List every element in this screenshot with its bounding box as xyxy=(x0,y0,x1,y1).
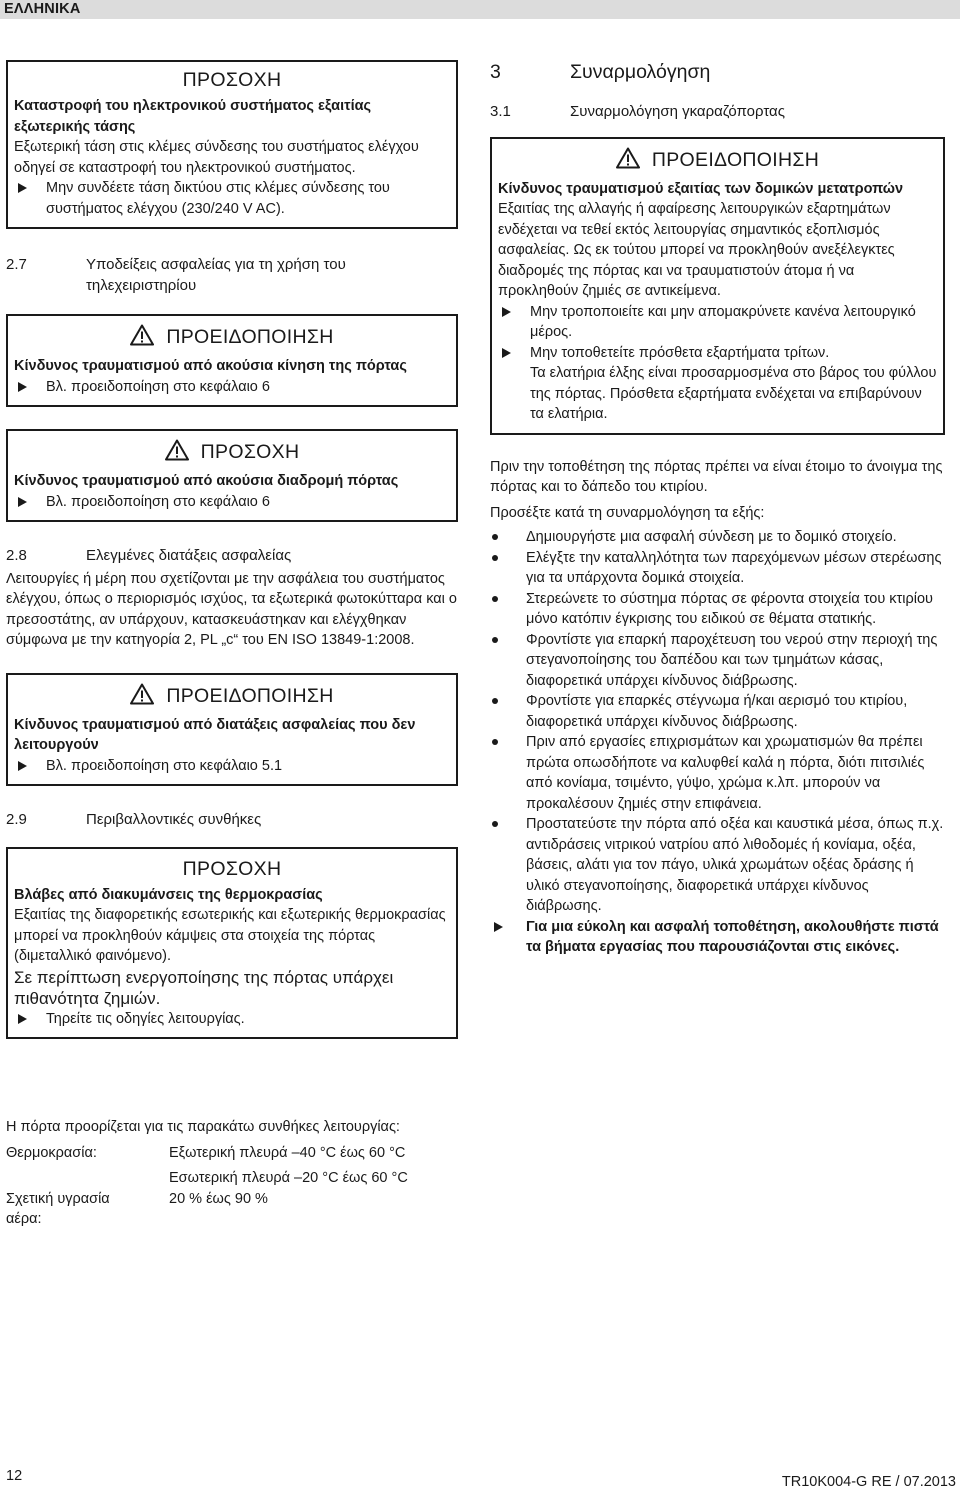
warning-box-safety-devices xyxy=(6,673,458,787)
section-title: Περιβαλλοντικές συνθήκες xyxy=(86,811,262,828)
section-title: Συναρμολόγηση xyxy=(570,61,711,83)
section-number: 3 xyxy=(490,61,501,83)
caution-text: Εξωτερική τάση στις κλέμες σύνδεσης του συστήματος ελέγχου οδηγεί σε καταστροφή του ηλεκτρονικού συστήματος. xyxy=(14,139,419,176)
warning-title-row xyxy=(498,147,937,175)
section-2-9-heading xyxy=(6,810,458,831)
section-3-heading xyxy=(490,60,945,84)
section-number: 2.8 xyxy=(6,547,27,564)
caution-hazard: Κίνδυνος τραυματισμού από ακούσια διαδρομή πόρτας xyxy=(14,473,399,489)
temperature-label: Θερμοκρασία: xyxy=(6,1144,97,1161)
humidity-label: Σχετική υγρασία αέρα: xyxy=(6,1190,110,1227)
list-item: Προστατεύστε την πόρτα από οξέα και καυστικά μέσα, όπως π.χ. αντιδράσεις νιτρικού νατρίου από λιθοδομές ή κονίαμα, οξέα, βάσεις, αλάτι για τον πάγο, υλικά χρωμάτων οξέας δράσης ή υλικό στεγανοποίησης, διαφορετικά υπάρχει κίνδυνος διάβρωσης. xyxy=(490,814,945,917)
warning-triangle-icon xyxy=(130,683,154,711)
warning-title: ΠΡΟΕΙΔΟΠΟΙΗΣΗ xyxy=(651,148,820,171)
warning-hazard: Κίνδυνος τραυματισμού από ακούσια κίνηση της πόρτας xyxy=(14,358,407,374)
warning-step: Βλ. προειδοποίηση στο κεφάλαιο 6 xyxy=(14,377,450,398)
warning-title-row xyxy=(14,324,450,352)
language-header xyxy=(0,0,960,19)
temperature-outer: Εξωτερική πλευρά –40 °C έως 60 °C xyxy=(169,1144,406,1161)
temperature-inner-row xyxy=(6,1168,466,1189)
caution-box-external-voltage xyxy=(6,60,458,229)
list-item: Φροντίστε για επαρκή παροχέτευση του νερού στην περιοχή της στεγανοποίησης του δαπέδου και των τμημάτων κάσας, διαφορετικά υπάρχει κίνδυνος διάβρωσης. xyxy=(490,630,945,692)
caution-text: Εξαιτίας της διαφορετικής εσωτερικής και εξωτερικής θερμοκρασίας μπορεί να προκληθούν κάμψεις στα στοιχεία της πόρτας (διμεταλλικό φαινόμενο). xyxy=(14,907,446,964)
humidity-value: 20 % έως 90 % xyxy=(169,1190,268,1207)
list-item: Στερεώνετε το σύστημα πόρτας σε φέροντα στοιχεία του κτιρίου μόνο κατόπιν έγκρισης του ειδικού σε θέματα στατικής. xyxy=(490,589,945,630)
warning-title: ΠΡΟΕΙΔΟΠΟΙΗΣΗ xyxy=(166,684,334,707)
caution-step: Βλ. προειδοποίηση στο κεφάλαιο 6 xyxy=(14,492,450,513)
temperature-inner: Εσωτερική πλευρά –20 °C έως 60 °C xyxy=(169,1170,408,1186)
operating-conditions xyxy=(6,1117,466,1230)
warning-title-row xyxy=(14,683,450,711)
warning-box-remote-control xyxy=(6,314,458,407)
list-item: Ελέγξτε την καταλληλότητα των παρεχόμενων μέσων στερέωσης για τα υπάρχοντα δομικά στοιχεία. xyxy=(490,548,945,589)
warning-step-2-note: Τα ελατήρια έλξης είναι προσαρμοσμένα στο βάρος του φύλλου της πόρτας. Πρόσθετα εξαρτήματα ενδέχεται να επιβαρύνουν τα ελατήρια. xyxy=(530,365,937,422)
left-column xyxy=(6,60,458,1039)
caution-box-door-travel xyxy=(6,429,458,522)
right-column xyxy=(490,60,945,958)
warning-hazard: Κίνδυνος τραυματισμού εξαιτίας των δομικών μετατροπών xyxy=(498,180,904,197)
final-assembly-step: Για μια εύκολη και ασφαλή τοποθέτηση, ακολουθήστε πιστά τα βήματα εργασίας που παρουσιάζονται στις εικόνες. xyxy=(490,917,945,958)
section-number: 2.7 xyxy=(6,256,27,273)
caution-title-row xyxy=(14,439,450,467)
warning-hazard: Κίνδυνος τραυματισμού από διατάξεις ασφαλείας που δεν λειτουργούν xyxy=(14,716,416,753)
section-title: Ελεγμένες διατάξεις ασφαλείας xyxy=(86,547,292,564)
warning-triangle-icon xyxy=(616,147,640,175)
document-reference: TR10K004-G RE / 07.2013 xyxy=(781,1474,956,1490)
section-number: 3.1 xyxy=(490,103,511,120)
caution-text-emphasis: Σε περίπτωση ενεργοποίησης της πόρτας υπάρχει πιθανότητα ζημιών. xyxy=(14,967,394,1008)
humidity-row xyxy=(6,1189,466,1230)
caution-step: Τηρείτε τις οδηγίες λειτουργίας. xyxy=(14,1009,450,1030)
caution-box-temperature xyxy=(6,847,458,1040)
page-number: 12 xyxy=(6,1468,23,1484)
assembly-bullet-list xyxy=(490,527,945,917)
warning-text: Εξαιτίας της αλλαγής ή αφαίρεσης λειτουργικών εξαρτημάτων ενδέχεται να τεθεί εκτός λειτουργίας σημαντικός εξοπλισμός ασφαλείας. Ως εκ τούτου μπορεί να προκληθούν ανεξέλεγκτες διαδρομές της πόρτας και να τραυματιστούν άτομα ή να προκληθούν ζημιές σε αντικείμενα. xyxy=(498,201,895,299)
caution-title: ΠΡΟΣΟΧΗ xyxy=(200,441,300,463)
section-3-1-heading xyxy=(490,102,945,123)
section-title: Υποδείξεις ασφαλείας για τη χρήση του τηλεχειριστηρίου xyxy=(86,256,346,294)
warning-step-2: Μην τοποθετείτε πρόσθετα εξαρτήματα τρίτων. xyxy=(498,343,937,364)
section-number: 2.9 xyxy=(6,811,27,828)
language-label: ΕΛΛΗΝΙΚΑ xyxy=(4,1,81,17)
warning-step: Βλ. προειδοποίηση στο κεφάλαιο 5.1 xyxy=(14,756,450,777)
assembly-intro-2: Προσέξτε κατά τη συναρμολόγηση τα εξής: xyxy=(490,504,765,521)
operating-intro: Η πόρτα προορίζεται για τις παρακάτω συνθήκες λειτουργίας: xyxy=(6,1119,400,1135)
list-item: Φροντίστε για επαρκές στέγνωμα ή/και αερισμό του κτιρίου, διαφορετικά υπάρχει κίνδυνος διάβρωσης. xyxy=(490,691,945,732)
section-2-7-heading xyxy=(6,255,458,296)
warning-box-structural-changes xyxy=(490,137,945,435)
list-item: Πριν από εργασίες επιχρισμάτων και χρωματισμών θα πρέπει πρώτα οπωσδήποτε να καλυφθεί καλά η πόρτα, διότι πιτσιλιές από κονίαμα, τσιμέντο, γύψο, χρώμα κ.λπ. μπορούν να προκαλέσουν ζημιές στην επιφάνεια. xyxy=(490,732,945,814)
caution-title: ΠΡΟΣΟΧΗ xyxy=(182,857,282,880)
assembly-intro-1: Πριν την τοποθέτηση της πόρτας πρέπει να είναι έτοιμο το άνοιγμα της πόρτας και το δάπεδο του κτιρίου. xyxy=(490,458,943,495)
warning-step-1: Μην τροποποιείτε και μην απομακρύνετε κανένα λειτουργικό μέρος. xyxy=(498,302,937,343)
caution-hazard: Βλάβες από διακυμάνσεις της θερμοκρασίας xyxy=(14,886,323,903)
temperature-row xyxy=(6,1143,466,1164)
warning-triangle-icon xyxy=(130,324,154,352)
list-item: Δημιουργήστε μια ασφαλή σύνδεση με το δομικό στοιχείο. xyxy=(490,527,945,548)
warning-triangle-icon xyxy=(165,439,189,467)
caution-hazard: Καταστροφή του ηλεκτρονικού συστήματος εξαιτίας εξωτερικής τάσης xyxy=(14,98,372,135)
section-title: Συναρμολόγηση γκαραζόπορτας xyxy=(570,103,785,120)
section-2-8-text: Λειτουργίες ή μέρη που σχετίζονται με την ασφάλεια του συστήματος ελέγχου, όπως ο περιορισμός ισχύος, τα εξωτερικά φωτοκύτταρα και ο πρεσοστάτης, αν υπάρχουν, κατασκευάστηκαν και ελέγχθηκαν σύμφωνα με την κατηγορία 2, PL „c“ του EN ISO 13849-1:2008. xyxy=(6,570,457,648)
caution-step: Μην συνδέετε τάση δικτύου στις κλέμες σύνδεσης του συστήματος ελέγχου (230/240 V AC). xyxy=(14,178,450,219)
warning-title: ΠΡΟΕΙΔΟΠΟΙΗΣΗ xyxy=(166,326,334,348)
caution-title: ΠΡΟΣΟΧΗ xyxy=(182,69,282,91)
section-2-8-heading xyxy=(6,546,458,567)
